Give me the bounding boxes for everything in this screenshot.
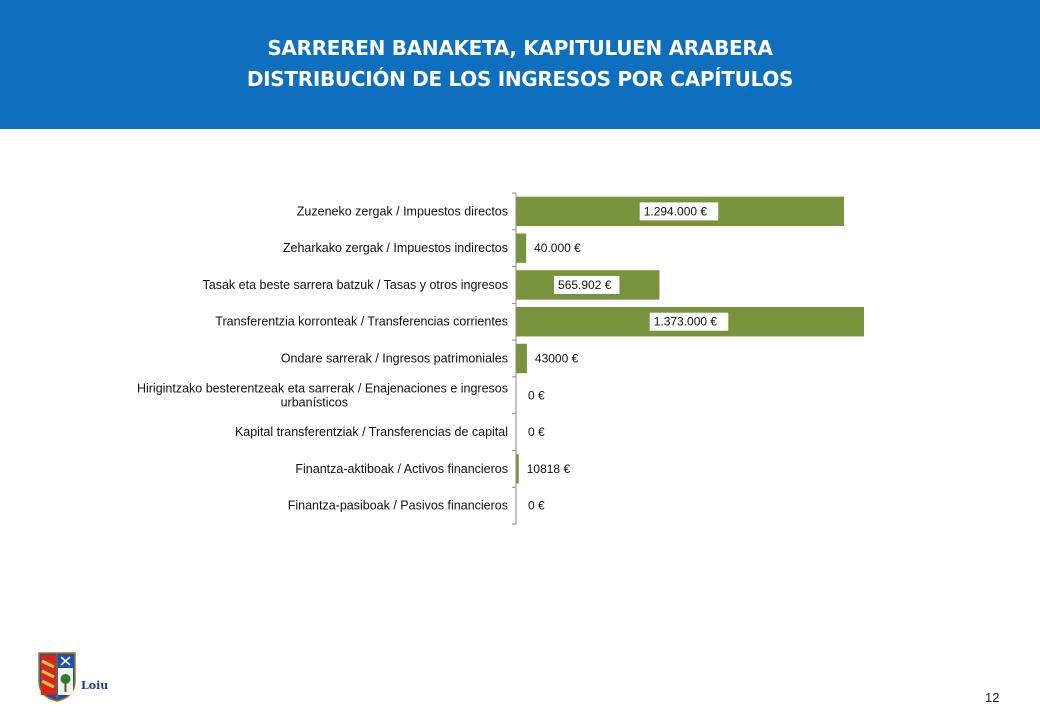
value-label: 0 € [528, 388, 545, 403]
loiu-coat-of-arms-logo [37, 651, 77, 703]
page-title-spanish: DISTRIBUCIÓN DE LOS INGRESOS POR CAPÍTULOS [246, 67, 794, 91]
value-label: 565.902 € [558, 277, 612, 292]
page-title-basque: SARREREN BANAKETA, KAPITULUEN ARABERA [267, 36, 773, 60]
value-label: 0 € [528, 498, 545, 513]
category-label: Zeharkako zergak / Impuestos indirectos [282, 241, 508, 256]
category-label: Transferentzia korronteak / Transferencias corrientes [215, 314, 508, 329]
category-label: Zuzeneko zergak / Impuestos directos [296, 204, 508, 219]
value-label: 40.000 € [534, 241, 581, 256]
loiu-logo-text: Loiu [81, 679, 109, 692]
bar [516, 233, 526, 262]
category-label: Kapital transferentziak / Transferencias de capital [234, 425, 508, 440]
category-label: Finantza-pasiboak / Pasivos financieros [287, 498, 508, 513]
value-label: 0 € [528, 425, 545, 440]
category-label: Ondare sarrerak / Ingresos patrimoniales [280, 351, 508, 366]
category-label: Tasak eta beste sarrera batzuk / Tasas y otros ingresos [202, 277, 508, 292]
value-label: 43000 € [534, 351, 579, 366]
category-label: Finantza-aktiboak / Activos financieros [295, 461, 508, 476]
value-label: 1.373.000 € [653, 314, 718, 329]
value-label: 1.294.000 € [643, 204, 708, 219]
page-number: 12 [985, 690, 1000, 705]
value-label: 10818 € [526, 461, 571, 476]
bar [516, 344, 527, 373]
category-label: Hirigintzako besterentzeak eta sarrerak / Enajenaciones e ingresos urbanísticos [136, 381, 508, 410]
